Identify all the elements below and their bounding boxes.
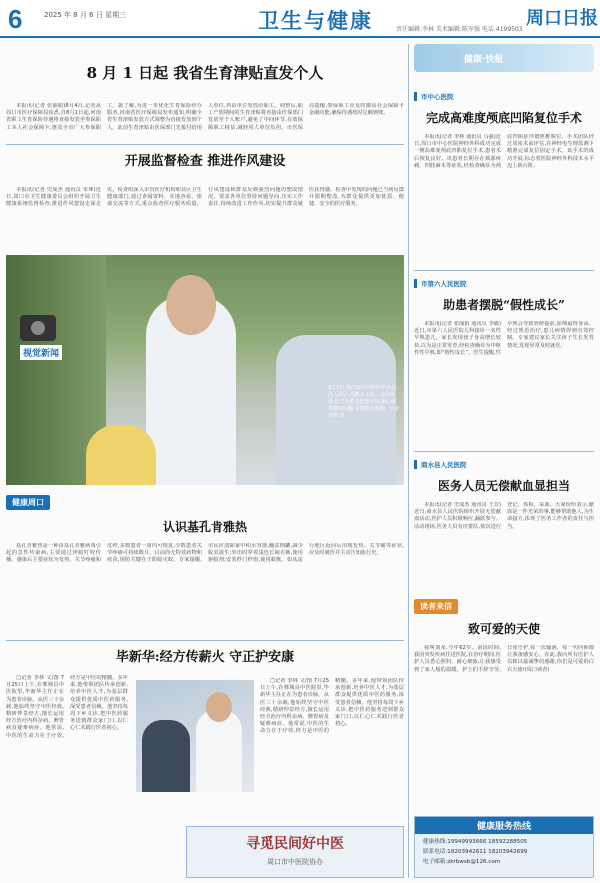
divider <box>414 270 594 271</box>
hotline-phone: 健康热线:19949993666 18592288505 <box>423 839 528 845</box>
news-photo <box>6 255 404 485</box>
photo-label: 视觉新闻 <box>20 345 62 360</box>
right2-body: 本报讯(记者 张丽娟 通讯员 李敏)近日,市第六人民医院儿科接诊一名性早熟患儿。家长发现孩子身高增长较快,以为是正常发育,经检查确诊为中枢性性早熟,即“假性成长”。医生提醒,性早熟会导致骨龄提前,影响最终身高。经过规范治疗,患儿病情得到有效控制。专家建议家长关注孩子生长发育情况,发现异常及时就医。 <box>414 321 594 356</box>
divider <box>6 144 404 145</box>
hospital-label: 市第六人民医院 <box>414 279 594 288</box>
bio-body-cont: □记者 李林 文/图 7月25日上午,在郸城县中医院里,毕新华主任正在为患者诊脉。从医三十余载,他始终坚守中医经典,精研仲景经方,擅长运用经方治疗内科杂病、脾胃病及疑难病症。他常说,中医的生命力在于疗效,经方是中医的精髓。多年来,他带领团队传承创新,培养中医人才,为基层群众提供优质中医药服务,深受患者信赖。他坚持每周下乡义诊,把中医药服务送到群众家门口,以仁心仁术践行医者初心。 <box>260 678 404 735</box>
right3-headline: 医务人员无偿献血显担当 <box>437 479 570 493</box>
right3-body: 本报讯(记者 史成杰 通讯员 王芳)近日,商水县人民医院组织开展无偿献血活动,医护人员积极响应,踊跃参与。活动现场,医务人员有序排队,依次进行登记、体检、采血。大家纷纷表示,献血是一件光荣的事,能够帮助他人,为生命接力,体现了医务工作者的责任与担当。 <box>414 502 594 530</box>
chikungunya-body: 基孔肯雅热是一种由基孔肯雅病毒引起的急性传染病,主要通过伊蚊叮咬传播。感染后主要症状为发热、关节疼痛和皮疹,多数患者一周内可恢复,少数患者关节疼痛可持续数月。目前尚无特效药物和疫苗,预防关键在于防蚊灭蚊。专家提醒,市民应清除家中积水容器,翻盆倒罐,减少蚊虫滋生;外出时穿着浅色长袖衣裤,使用驱蚊剂;安装纱门纱窗,使用蚊帐。如从流行地区返回后出现发热、关节痛等症状,应及时就医并主动告知旅行史。 <box>6 543 404 564</box>
reader-letter-tag: 读者来信 <box>414 599 458 614</box>
right2-headline: 助患者摆脱“假性成长” <box>443 298 565 312</box>
section-tag-health: 健康周口 <box>6 495 50 510</box>
banner <box>414 44 594 72</box>
hotline-title: 健康服务热线 <box>415 817 593 834</box>
editor-line: 责任编辑:李林 美术编辑:陈军强 电话:4199503 <box>396 26 523 33</box>
bio-photo <box>136 680 254 792</box>
page-header <box>0 0 600 38</box>
section-title: 卫生与健康 <box>258 8 373 33</box>
hotline-box <box>414 816 594 878</box>
top-article-body: 本报讯(记者 张丽娟)8月4日,记者从周口市医疗保障局获悉,自8月1日起,河南省职工生育保险待遇将直接发放至参保职工本人社会保障卡,惠及全市广大参保职工。据了解,为进一步优化生育保险经办服务,河南省医疗保障局发布通知,明确全省生育津贴发放方式调整为直接发放到个人。此前生育津贴由医保部门先拨付给用人单位,再由单位发放给职工。调整后,职工产假期间的生育津贴将直接由医保部门发放至个人账户,避免了中间环节,有效保障职工权益,减轻用人单位负担。市医保局提醒,参保职工应及时激活社会保障卡金融功能,确保待遇按时足额到账。 <box>6 103 404 131</box>
hospital-label: 市中心医院 <box>414 92 594 101</box>
hotline-contact: 联系电话:18203942611 18203942699 <box>423 849 528 855</box>
page-number: 6 <box>8 4 23 34</box>
bio-headline: 毕新华:经方传薪火 守正护安康 <box>115 650 295 665</box>
top-headline: 8 月 1 日起 我省生育津贴直发个人 <box>86 64 324 82</box>
newspaper-logo: 周口日报 <box>526 8 598 29</box>
reader-body: 我叫刘某,今年62岁。前段时间,我因突发疾病住进医院,在治疗期间,医护人员悉心照料、耐心细致,让我感受到了家人般的温暖。护士们不辞辛劳,日夜守护,每一次输液、每一句问候都让我备感安心。在此,我向所有医护人员致以最诚挚的感谢,你们是可爱的白衣天使!(周口读者) <box>414 645 594 673</box>
banner-label: 健康·快报 <box>464 55 504 65</box>
hotline-email: 电子邮箱:zkrbwsb@126.com <box>423 859 501 865</box>
mid-headline: 开展监督检查 推进作风建设 <box>124 154 286 169</box>
right1-body: 本报讯(记者 李林 通讯员 马强)近日,周口市中心医院神经外科成功完成一例高难度颅底凹陷复位手术,患者术后恢复良好。该患者长期存在颈部疼痛、四肢麻木等症状,经检查确诊为颅底凹陷症伴寰枢椎脱位。手术团队经过周密术前评估,在神经电生理监测下精准完成复位固定手术。该手术的成功开展,标志着医院神经外科技术水平迈上新台阶。 <box>414 134 594 169</box>
tcm-banner-title: 寻觅民间好中医 <box>246 836 344 852</box>
tcm-banner <box>186 826 404 878</box>
chikungunya-headline: 认识基孔肯雅热 <box>162 520 247 534</box>
tcm-banner-subtitle: 周口市中医院协办 <box>267 858 323 866</box>
photo-caption: 8月5日,周口市中医院医护人员深入社区,为群众义诊。义诊现场,医生为群众把脉问诊,耐心解答健康问题,受到群众欢迎。记者 李朝 摄 <box>328 385 400 419</box>
divider <box>6 640 404 641</box>
column-divider <box>408 44 409 878</box>
right1-headline: 完成高难度颅底凹陷复位手术 <box>425 111 582 125</box>
reader-headline: 致可爱的天使 <box>467 622 540 636</box>
divider <box>414 451 594 452</box>
issue-date: 2025 年 8 月 6 日 星期三 <box>44 11 127 19</box>
hospital-label: 商水县人民医院 <box>414 460 594 469</box>
mid-article-body: 本报讯(记者 史成杰 通讯员 朱坤)近日,周口市卫生健康委员会组织开展卫生健康系统监督检查,推进作风建设走深走实。检查组深入市直医疗机构和县区卫生健康部门,通过查阅资料、实地查看、座谈交流等方式,重点检查医疗服务质量、行风建设和群众反映强烈问题的整改情况。要求各单位坚持问题导向,压实工作责任,持续改进工作作风,切实提升群众就医获得感。检查中发现的问题已当场反馈并限期整改,为群众提供更加优质、便捷、安全的医疗服务。 <box>6 187 404 208</box>
bio-body: □记者 李林 文/图 7月25日上午,在郸城县中医院里,毕新华主任正在为患者诊脉。从医三十余载,他始终坚守中医经典,精研仲景经方,擅长运用经方治疗内科杂病、脾胃病及疑难病症。他常说,中医的生命力在于疗效,经方是中医的精髓。多年来,他带领团队传承创新,培养中医人才,为基层群众提供优质中医药服务,深受患者信赖。他坚持每周下乡义诊,把中医药服务送到群众家门口,以仁心仁术践行医者初心。 <box>6 675 128 739</box>
